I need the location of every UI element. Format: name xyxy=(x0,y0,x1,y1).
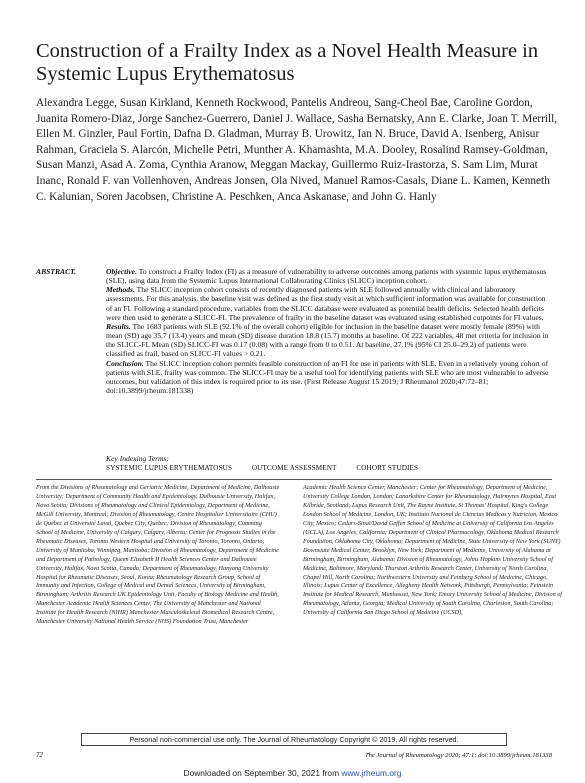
conclusion-label: Conclusion. xyxy=(106,358,144,368)
affiliations-left-column: From the Divisions of Rheumatology and Geriatric Medicine, Department of Medicine, Dalhousie University; Department of Community Health and Epidemiology, Dalhousie University, Halifax, Nova Scotia; Divisions of Rheumatology and Clinical Epidemiology, Department of Medicine, McGill University, Montreal; Division of Rheumatology, Centre Hospitalier Universitaire (CHU) de Québec et Université Laval, Quebec City, Quebec; Division of Rheumatology, Cumming School of Medicine, University of Calgary, Calgary, Alberta; Center for Prognosis Studies in the Rheumatic Diseases, Toronto Western Hospital and University of Toronto, Toronto, Ontario; University of Manitoba, Winnipeg, Manitoba; Division of Rheumatology, Department of Medicine and Department of Pathology, Queen Elizabeth II Health Sciences Center and Dalhousie University, Halifax, Nova Scotia, Canada; Department of Rheumatology, Hanyang University Hospital for Rheumatic Diseases, Seoul, Korea; Rheumatology Research Group, School of Immunity and Infection, College of Medical and Dental Sciences, University of Birmingham, Birmingham; Arthritis Research UK Epidemiology Unit, Faculty of Biology Medicine and Health, Manchester Academic Health Sciences Center, The University of Manchester and National Institute for Health Research (NIHR) Manchester Musculoskeletal Biomedical Research Centre, Manchester University National Health Service (NHS) Foundation Trust, Manchester xyxy=(36,484,280,626)
keyword: COHORT STUDIES xyxy=(356,464,419,472)
conclusion-text: The SLICC inception cohort permits feasible construction of an FI for use in patients with SLE. Even in a relatively young cohort of patients with SLE, frailty was common. The SLICC-FI may be a useful tool for identifying patients with SLE who are most vulnerable to adverse outcomes, but validation of this index is required prior to its use. (First Release August 15 2019; J Rheumatol 2020;47:72–81; doi:10.3899/jrheum.181338) xyxy=(106,358,549,396)
journal-citation: The Journal of Rheumatology 2020; 47:1; doi:10.3899/jrheum.181338 xyxy=(364,752,552,759)
affiliations-right-column: Academic Health Science Center, Manchester; Center for Rheumatology, Department of Medicine, University College London, London; Lanarkshire Center for Rheumatology, Hairmyres Hospital, East Kilbride, Scotland; Lupus Research Unit, The Rayne Institute, St Thomas' Hospital, King's College London School of Medicine, London, UK; Instituto Nacional de Ciencias Medicas y Nutricion, Mexico City, Mexico; Cedars-Sinai/David Geffen School of Medicine at University of California Los Angeles (UCLA), Los Angeles, California; Department of Clinical Pharmacology, Oklahoma Medical Research Foundation, Oklahoma City, Oklahoma; Department of Medicine, State University of New York (SUNY) Downstate Medical Center, Brooklyn, New York; Department of Medicine, University of Alabama at Birmingham, Birmingham, Alabama; Division of Rheumatology, Johns Hopkins University School of Medicine, Baltimore, Maryland; Thurston Arthritis Research Center, University of North Carolina, Chapel Hill, North Carolina; Northwestern University and Feinberg School of Medicine, Chicago, Illinois; Lupus Center of Excellence, Allegheny Health Network, Pittsburgh, Pennsylvania; Feinstein Institute for Medical Research, Manhasset, New York; Emory University School of Medicine, Division of Rheumatology, Atlanta, Georgia; Medical University of South Carolina, Charleston, South Carolina; University of California San Diego School of Medicine (UCSD), xyxy=(303,484,563,617)
article-title: Construction of a Frailty Index as a Novel Health Measure in Systemic Lupus Erythematosus xyxy=(36,40,539,85)
key-indexing-terms xyxy=(106,464,526,472)
page-number: 72 xyxy=(36,752,43,759)
abstract-results xyxy=(106,322,552,359)
abstract-methods xyxy=(106,285,552,322)
keyword: OUTCOME ASSESSMENT xyxy=(251,464,337,472)
download-text: Downloaded on September 30, 2021 from xyxy=(183,768,342,778)
results-label: Results. xyxy=(106,321,131,331)
copyright-notice: Personal non-commercial use only. The Journal of Rheumatology Copyright © 2019. All rights reserved. xyxy=(81,733,507,746)
journal-site-link[interactable]: www.jrheum.org xyxy=(341,768,402,778)
objective-text: To construct a Frailty Index (FI) as a measure of vulnerability to adverse outcomes among patients with systemic lupus erythematosus (SLE), using data from the Systemic Lupus International Collaborating Clinics (SLICC) inception cohort. xyxy=(106,267,547,286)
author-list: Alexandra Legge, Susan Kirkland, Kenneth Rockwood, Pantelis Andreou, Sang-Cheol Bae, Caroline Gordon, Juanita Romero-Diaz, Jorge Sanchez-Guerrero, Daniel J. Wallace, Sasha Bernatsky, Ann E. Clarke, Joan T. Merrill, Ellen M. Ginzler, Paul Fortin, Dafna D. Gladman, Murray B. Urowitz, Ian N. Bruce, David A. Isenberg, Anisur Rahman, Graciela S. Alarcón, Michelle Petri, Munther A. Khamashta, M.A. Dooley, Rosalind Ramsey-Goldman, Susan Manzi, Asad A. Zoma, Cynthia Aranow, Meggan Mackay, Guillermo Ruiz-Irastorza, S. Sam Lim, Murat Inanc, Ronald F. van Vollenhoven, Andreas Jonsen, Ola Nived, Manuel Ramos-Casals, Diane L. Kamen, Kenneth C. Kalunian, Soren Jacobsen, Christine A. Peschken, Anca Askanase, and John G. Hanly xyxy=(36,97,558,203)
keyword: SYSTEMIC LUPUS ERYTHEMATOSUS xyxy=(106,464,233,472)
abstract-label: ABSTRACT. xyxy=(36,267,77,276)
affiliations-divider xyxy=(36,479,552,480)
download-line xyxy=(0,768,585,778)
abstract-objective xyxy=(106,267,552,285)
key-indexing-terms-label: Key Indexing Terms: xyxy=(106,454,169,463)
abstract-body xyxy=(106,267,552,395)
results-text: The 1683 patients with SLE (92.1% of the overall cohort) eligible for inclusion in the baseline dataset were mostly female (89%) with mean (SD) age 35.7 (13.4) years and mean (SD) disease duration 18.8 (15.7) months at baseline. Of 222 variables, 48 met criteria for inclusion in the SLICC-FI. Mean (SD) SLICC-FI was 0.17 (0.08) with a range from 0 to 0.51. At baseline, 27.1% (95% CI 25.0–29.2) of patients were classified as frail, based on SLICC-FI values > 0.21. xyxy=(106,321,549,359)
abstract-conclusion xyxy=(106,359,552,396)
methods-label: Methods. xyxy=(106,285,135,295)
methods-text: The SLICC inception cohort consists of recently diagnosed patients with SLE followed annually with clinical and laboratory assessments. For this analysis, the baseline visit was defined as the first study visit at which sufficient information was available for construction of an FI. Following a standard procedure, variables from the SLICC database were evaluated as potential health deficits. Selected health deficits were then used to generate a SLICC-FI. The prevalence of frailty in the baseline dataset was evaluated using established cutpoints for FI values. xyxy=(106,285,546,322)
objective-label: Objective. xyxy=(106,267,137,276)
